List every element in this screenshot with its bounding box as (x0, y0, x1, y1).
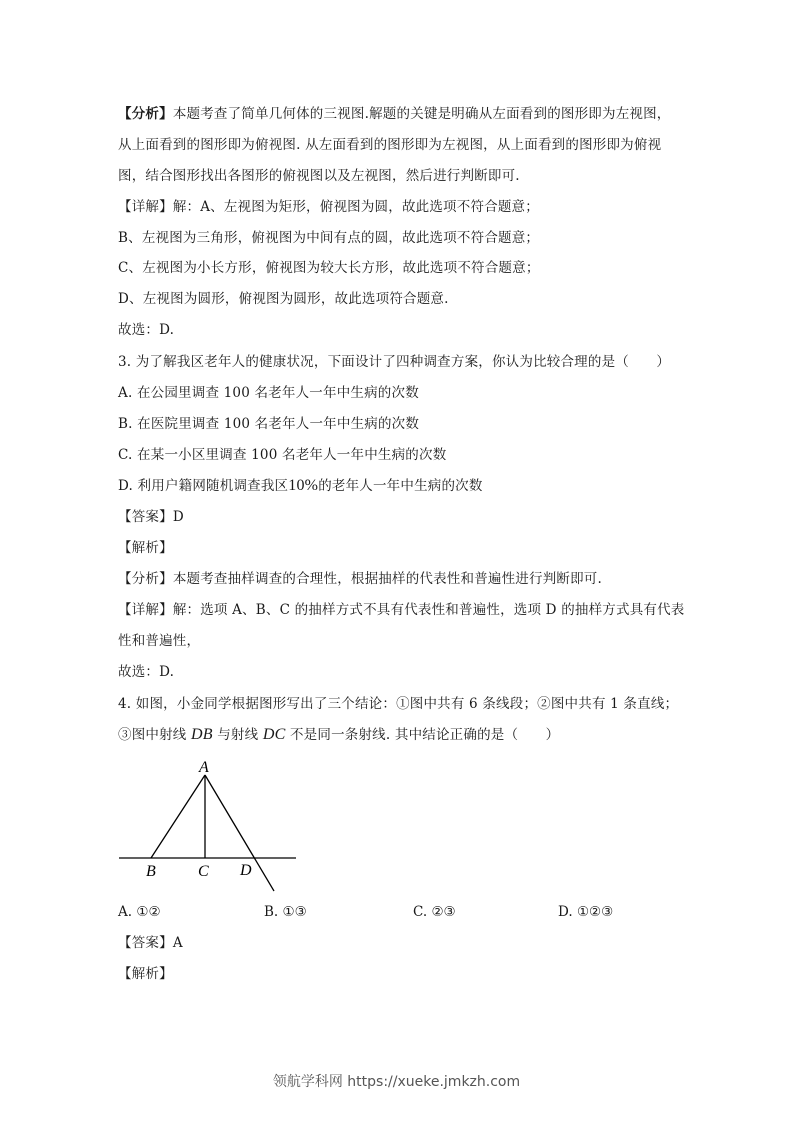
analysis-tag: 【分析】 (118, 106, 173, 122)
q4-explanation-tag: 【解析】 (118, 966, 173, 982)
q3-stem: 3. 为了解我区老年人的健康状况，下面设计了四种调查方案，你认为比较合理的是（ ） (118, 354, 671, 370)
point-label-d: D (240, 862, 252, 879)
q3-option-a: A. 在公园里调查 100 名老年人一年中生病的次数 (118, 385, 419, 401)
q3-answer: 【答案】D (118, 509, 184, 525)
point-label-a: A (199, 759, 209, 776)
q3-detail-line-2: 性和普遍性， (118, 633, 201, 649)
q2-analysis-line-1: 【分析】本题考查了简单几何体的三视图.解题的关键是明确从左面看到的图形即为左视图， (118, 106, 671, 122)
answer-tag: 【答案】 (118, 509, 173, 525)
geometry-figure (118, 752, 303, 897)
q3-detail-line-1: 【详解】解：选项 A、B、C 的抽样方式不具有代表性和普遍性，选项 D 的抽样方式具有代表 (118, 602, 685, 618)
point-label-b: B (146, 863, 156, 880)
detail-tag: 【详解】 (118, 199, 173, 215)
q3-option-b: B. 在医院里调查 100 名老年人一年中生病的次数 (118, 416, 420, 432)
q2-conclusion: 故选：D. (118, 322, 175, 338)
q4-answer: 【答案】A (118, 935, 183, 951)
q3-analysis: 【分析】本题考查抽样调查的合理性，根据抽样的代表性和普遍性进行判断即可. (118, 571, 603, 587)
q2-detail-line-1: 【详解】解：A、左视图为矩形，俯视图为圆，故此选项不符合题意； (118, 199, 539, 215)
q3-option-d: D. 利用户籍网随机调查我区10%的老年人一年中生病的次数 (118, 477, 483, 494)
q4-option-a: A. ①② (118, 904, 161, 920)
q2-detail-line-4: D、左视图为圆形，俯视图为圆形，故此选项符合题意. (118, 291, 449, 307)
q2-analysis-line-2: 从上面看到的图形即为俯视图. 从左面看到的图形即为左视图，从上面看到的图形即为俯视 (118, 137, 662, 153)
line-diagram (118, 752, 303, 897)
q2-detail-line-3: C、左视图为小长方形，俯视图为较大长方形，故此选项不符合题意； (118, 260, 540, 276)
q4-option-d: D. ①②③ (558, 904, 614, 920)
q4-stem-line-2: ③图中射线 DB 与射线 DC 不是同一条射线. 其中结论正确的是（ ） (118, 726, 560, 743)
q3-conclusion: 故选：D. (118, 664, 175, 680)
q2-detail-line-2: B、左视图为三角形，俯视图为中间有点的圆，故此选项不符合题意； (118, 230, 540, 246)
q3-option-c: C. 在某一小区里调查 100 名老年人一年中生病的次数 (118, 447, 447, 463)
q4-option-c: C. ②③ (413, 904, 456, 920)
footer-watermark: 领航学科网 https://xueke.jmkzh.com (272, 1074, 521, 1090)
q4-option-b: B. ①③ (264, 904, 307, 920)
q2-analysis-line-3: 图，结合图形找出各图形的俯视图以及左视图，然后进行判断即可. (118, 168, 520, 184)
q4-stem-line-1: 4. 如图，小金同学根据图形写出了三个结论：①图中共有 6 条线段；②图中共有 1 条直线； (118, 696, 679, 712)
point-label-c: C (198, 863, 209, 880)
q3-explanation-tag: 【解析】 (118, 540, 173, 556)
